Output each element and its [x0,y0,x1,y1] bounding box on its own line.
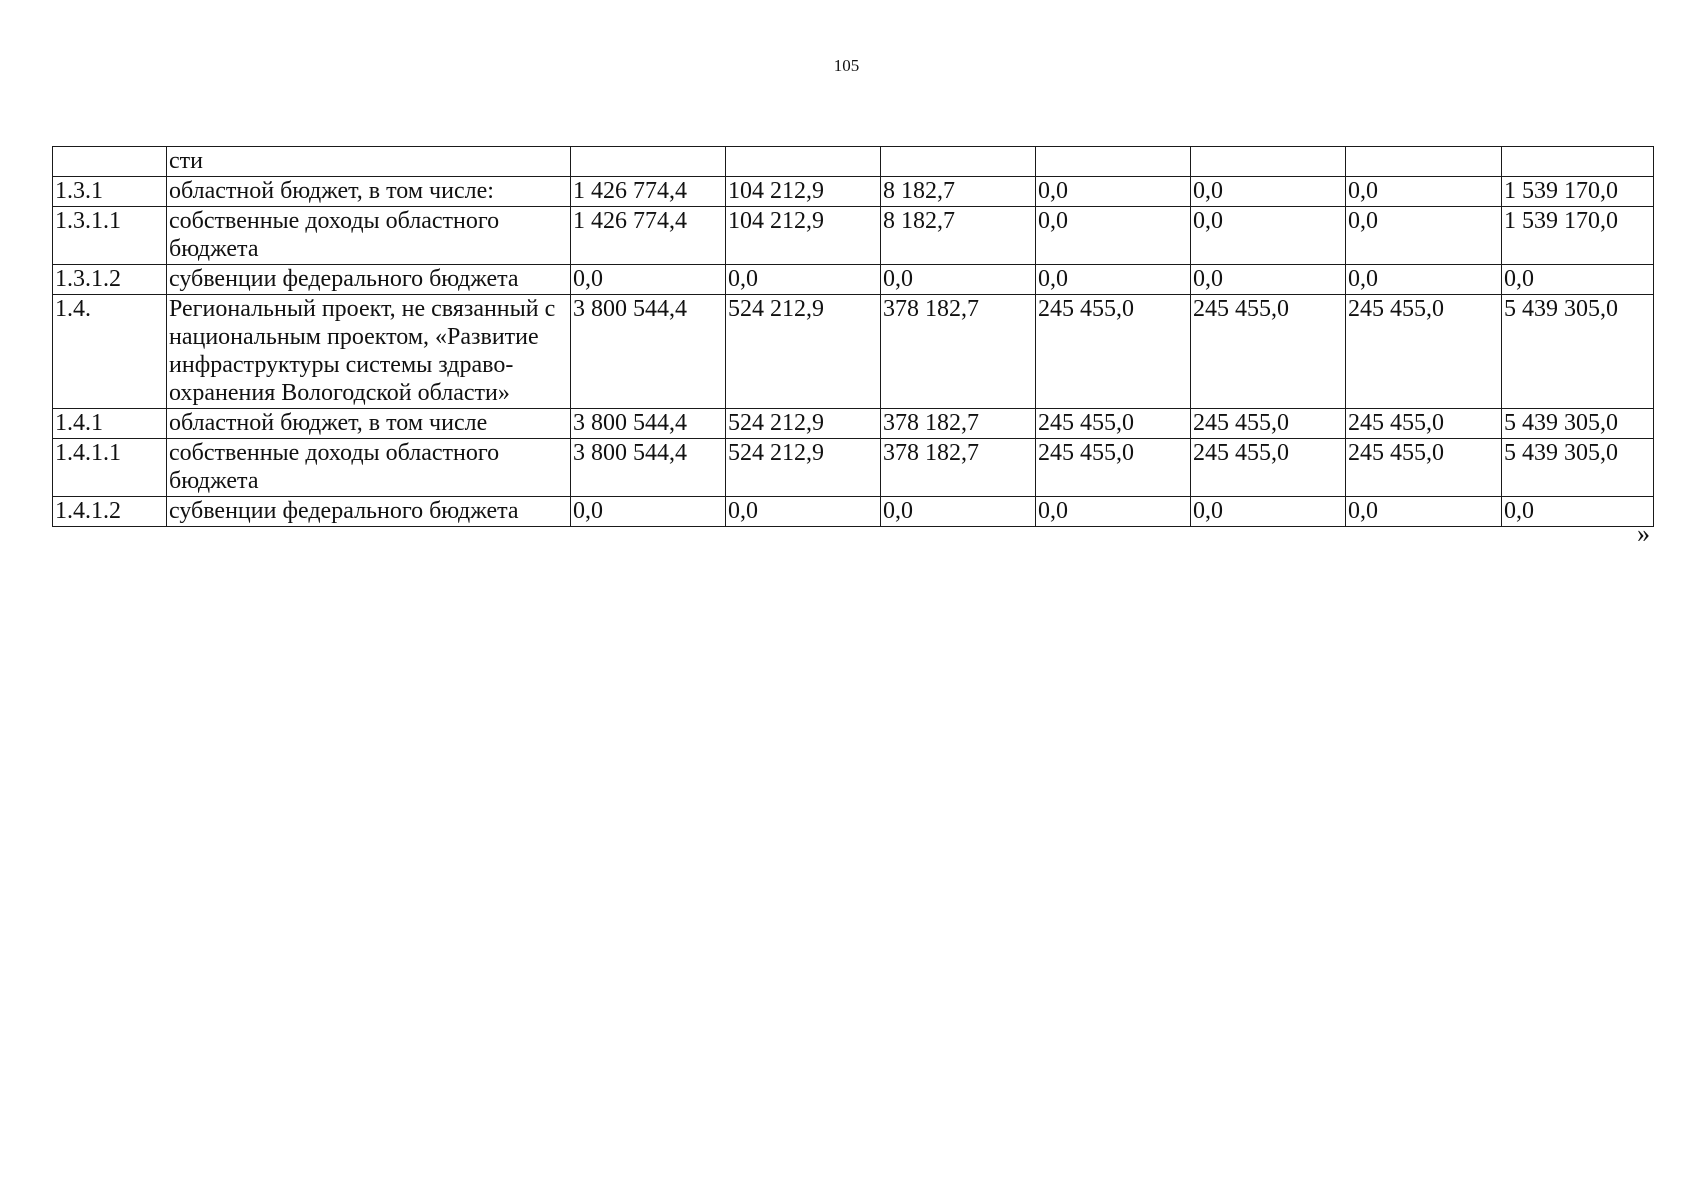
value-cell-col-3: 1 426 774,4 [571,177,726,207]
row-code-cell: 1.3.1 [53,177,167,207]
value-cell-col-9: 5 439 305,0 [1502,409,1654,439]
value-cell-col-4: 524 212,9 [726,439,881,497]
value-cell-col-9: 1 539 170,0 [1502,207,1654,265]
value-cell-col-5: 0,0 [881,265,1036,295]
value-cell-col-9 [1502,147,1654,177]
row-description-cell: субвенции федерального бюджета [167,265,571,295]
value-cell-col-3 [571,147,726,177]
value-cell-col-3: 3 800 544,4 [571,295,726,409]
value-cell-col-4 [726,147,881,177]
row-description-cell: Региональный проект, не связанный с национальным проектом, «Развитие инфраструктуры системы здраво- охранения Вологодской области» [167,295,571,409]
budget-table-body [53,147,1654,527]
value-cell-col-8 [1346,147,1502,177]
value-cell-col-8: 0,0 [1346,177,1502,207]
page-number: 105 [833,56,860,75]
row-code-cell: 1.4.1.1 [53,439,167,497]
value-cell-col-5: 0,0 [881,497,1036,527]
table-row [53,147,1654,177]
row-code-cell: 1.3.1.2 [53,265,167,295]
value-cell-col-9: 0,0 [1502,265,1654,295]
value-cell-col-7: 0,0 [1191,265,1346,295]
value-cell-col-4: 0,0 [726,265,881,295]
row-description-cell: собственные доходы областного бюджета [167,439,571,497]
row-code-cell: 1.4.1.2 [53,497,167,527]
value-cell-col-7: 0,0 [1191,207,1346,265]
value-cell-col-7: 0,0 [1191,497,1346,527]
value-cell-col-9: 5 439 305,0 [1502,439,1654,497]
value-cell-col-5: 378 182,7 [881,439,1036,497]
value-cell-col-6: 0,0 [1036,207,1191,265]
value-cell-col-4: 104 212,9 [726,177,881,207]
value-cell-col-9: 1 539 170,0 [1502,177,1654,207]
value-cell-col-8: 0,0 [1346,265,1502,295]
table-row [53,295,1654,409]
row-description-cell: собственные доходы областного бюджета [167,207,571,265]
value-cell-col-8: 0,0 [1346,497,1502,527]
value-cell-col-4: 524 212,9 [726,409,881,439]
row-description-cell: областной бюджет, в том числе: [167,177,571,207]
value-cell-col-4: 104 212,9 [726,207,881,265]
value-cell-col-8: 0,0 [1346,207,1502,265]
row-description-cell: субвенции федерального бюджета [167,497,571,527]
table-row [53,439,1654,497]
row-description-cell: областной бюджет, в том числе [167,409,571,439]
value-cell-col-5: 378 182,7 [881,409,1036,439]
table-row [53,265,1654,295]
table-row [53,497,1654,527]
value-cell-col-4: 524 212,9 [726,295,881,409]
row-code-cell: 1.4.1 [53,409,167,439]
value-cell-col-7: 245 455,0 [1191,439,1346,497]
closing-quote: » [1637,519,1650,548]
value-cell-col-6: 0,0 [1036,177,1191,207]
value-cell-col-4: 0,0 [726,497,881,527]
value-cell-col-5: 8 182,7 [881,177,1036,207]
row-description-cell: сти [167,147,571,177]
table-row [53,207,1654,265]
value-cell-col-3: 0,0 [571,497,726,527]
row-code-cell [53,147,167,177]
row-code-cell: 1.3.1.1 [53,207,167,265]
row-code-cell: 1.4. [53,295,167,409]
value-cell-col-7: 245 455,0 [1191,409,1346,439]
budget-table [52,146,1654,527]
value-cell-col-6: 245 455,0 [1036,409,1191,439]
value-cell-col-3: 3 800 544,4 [571,409,726,439]
value-cell-col-6: 245 455,0 [1036,439,1191,497]
table-row [53,409,1654,439]
value-cell-col-3: 0,0 [571,265,726,295]
value-cell-col-8: 245 455,0 [1346,439,1502,497]
value-cell-col-8: 245 455,0 [1346,295,1502,409]
value-cell-col-5: 8 182,7 [881,207,1036,265]
value-cell-col-5: 378 182,7 [881,295,1036,409]
value-cell-col-3: 1 426 774,4 [571,207,726,265]
table-row [53,177,1654,207]
value-cell-col-7 [1191,147,1346,177]
value-cell-col-6: 245 455,0 [1036,295,1191,409]
value-cell-col-7: 0,0 [1191,177,1346,207]
value-cell-col-7: 245 455,0 [1191,295,1346,409]
value-cell-col-3: 3 800 544,4 [571,439,726,497]
value-cell-col-9: 0,0 [1502,497,1654,527]
value-cell-col-9: 5 439 305,0 [1502,295,1654,409]
value-cell-col-6 [1036,147,1191,177]
value-cell-col-6: 0,0 [1036,265,1191,295]
value-cell-col-6: 0,0 [1036,497,1191,527]
value-cell-col-8: 245 455,0 [1346,409,1502,439]
value-cell-col-5 [881,147,1036,177]
